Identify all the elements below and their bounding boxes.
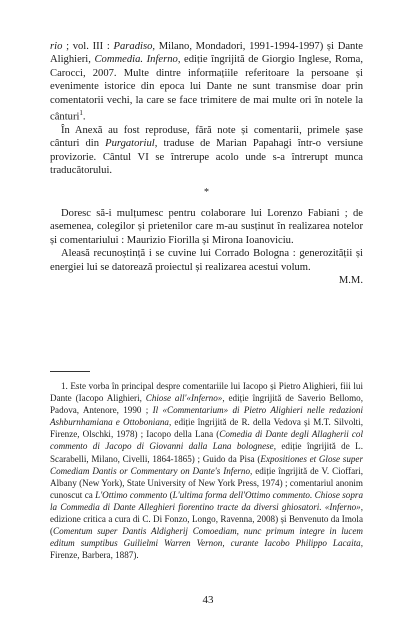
footnote-divider bbox=[50, 371, 90, 372]
footnote-1: 1. Este vorba în principal despre comentariile lui Iacopo și Pietro Alighieri, fiii lui Dante (Iacopo Alighieri, Chiose all'«Inferno», ediție îngrijită de Saverio Bellomo, Padova, Antenore, 1990 ; Il «Commentarium» di Pietro Alighieri nelle redazioni Ashburnhamiana e Ottoboniana, ediție îngrijită de R. della Vedova și M.T. Silvolti, Firenze, Olschki, 1978) ; Iacopo della Lana (Comedia di Dante degli Allagherii col commento di Jacopo di Giovanni dalla Lana bolognese, ediție îngrijită de L. Scarabelli, Milano, Civelli, 1864-1865) ; Guido da Pisa (Expositiones et Glose super Comediam Dantis or Commentary on Dante's Inferno, ediție îngrijită de V. Cioffari, Albany (New York), State University of New York Press, 1974) ; comentariul anonim cunoscut ca L'Ottimo commento (L'ultima forma dell'Ottimo commento. Chiose sopra la Commedia di Dante Alleghieri fiorentino tracte da diversi ghiosatori. «Inferno», edizione critica a cura di C. Di Fonzo, Longo, Ravenna, 2008) și Benvenuto da Imola (Comentum super Dantis Aldigherij Comoediam, nunc primum integre in lucem editum sumptibus Guilielmi Warren Vernon, curante Iacobo Philippo Lacaita, Firenze, Barbera, 1887). bbox=[50, 381, 363, 561]
paragraph-thanks: Doresc să-i mulțumesc pentru colaborare lui Lorenzo Fabiani ; de asemenea, colegilor și prietenilor care m-au susținut în realizarea notelor și comentariului : Maurizio Fiorilla și Mirona Ioanoviciu. bbox=[50, 208, 363, 246]
footnote-ref: 1 bbox=[79, 109, 83, 118]
main-text bbox=[50, 40, 363, 287]
signature: M.M. bbox=[338, 275, 363, 287]
paragraph-gratitude: Aleasă recunoștință i se cuvine lui Corrado Bologna : generozității și energiei lui se datorează proiectul și realizarea acestui volum. bbox=[50, 248, 363, 273]
paragraph-editions: rio ; vol. III : Paradiso, Milano, Mondadori, 1991-1994-1997) și Dante Alighieri, Commedia. Inferno, ediție îngrijită de Giorgio Inglese, Roma, Carocci, 2007. Multe dintre informațiile referitoare la persoane și evenimente istorice din epoca lui Dante ne sunt transmise doar prin comentatorii vechi, la care se face trimitere de mai multe ori în notele la cânturi$^1$. bbox=[50, 41, 363, 123]
page-number: 43 bbox=[202, 594, 214, 606]
footnotes bbox=[50, 380, 363, 561]
paragraph-appendix: În Anexă au fost reproduse, fără note și comentarii, primele șase cânturi din Purgatoriul, traduse de Marian Papahagi într-o versiune provizorie. Cântul VI se întrerupe acolo unde s-a întrerupt munca traducătorului. bbox=[50, 124, 364, 177]
section-separator: * bbox=[204, 186, 209, 198]
